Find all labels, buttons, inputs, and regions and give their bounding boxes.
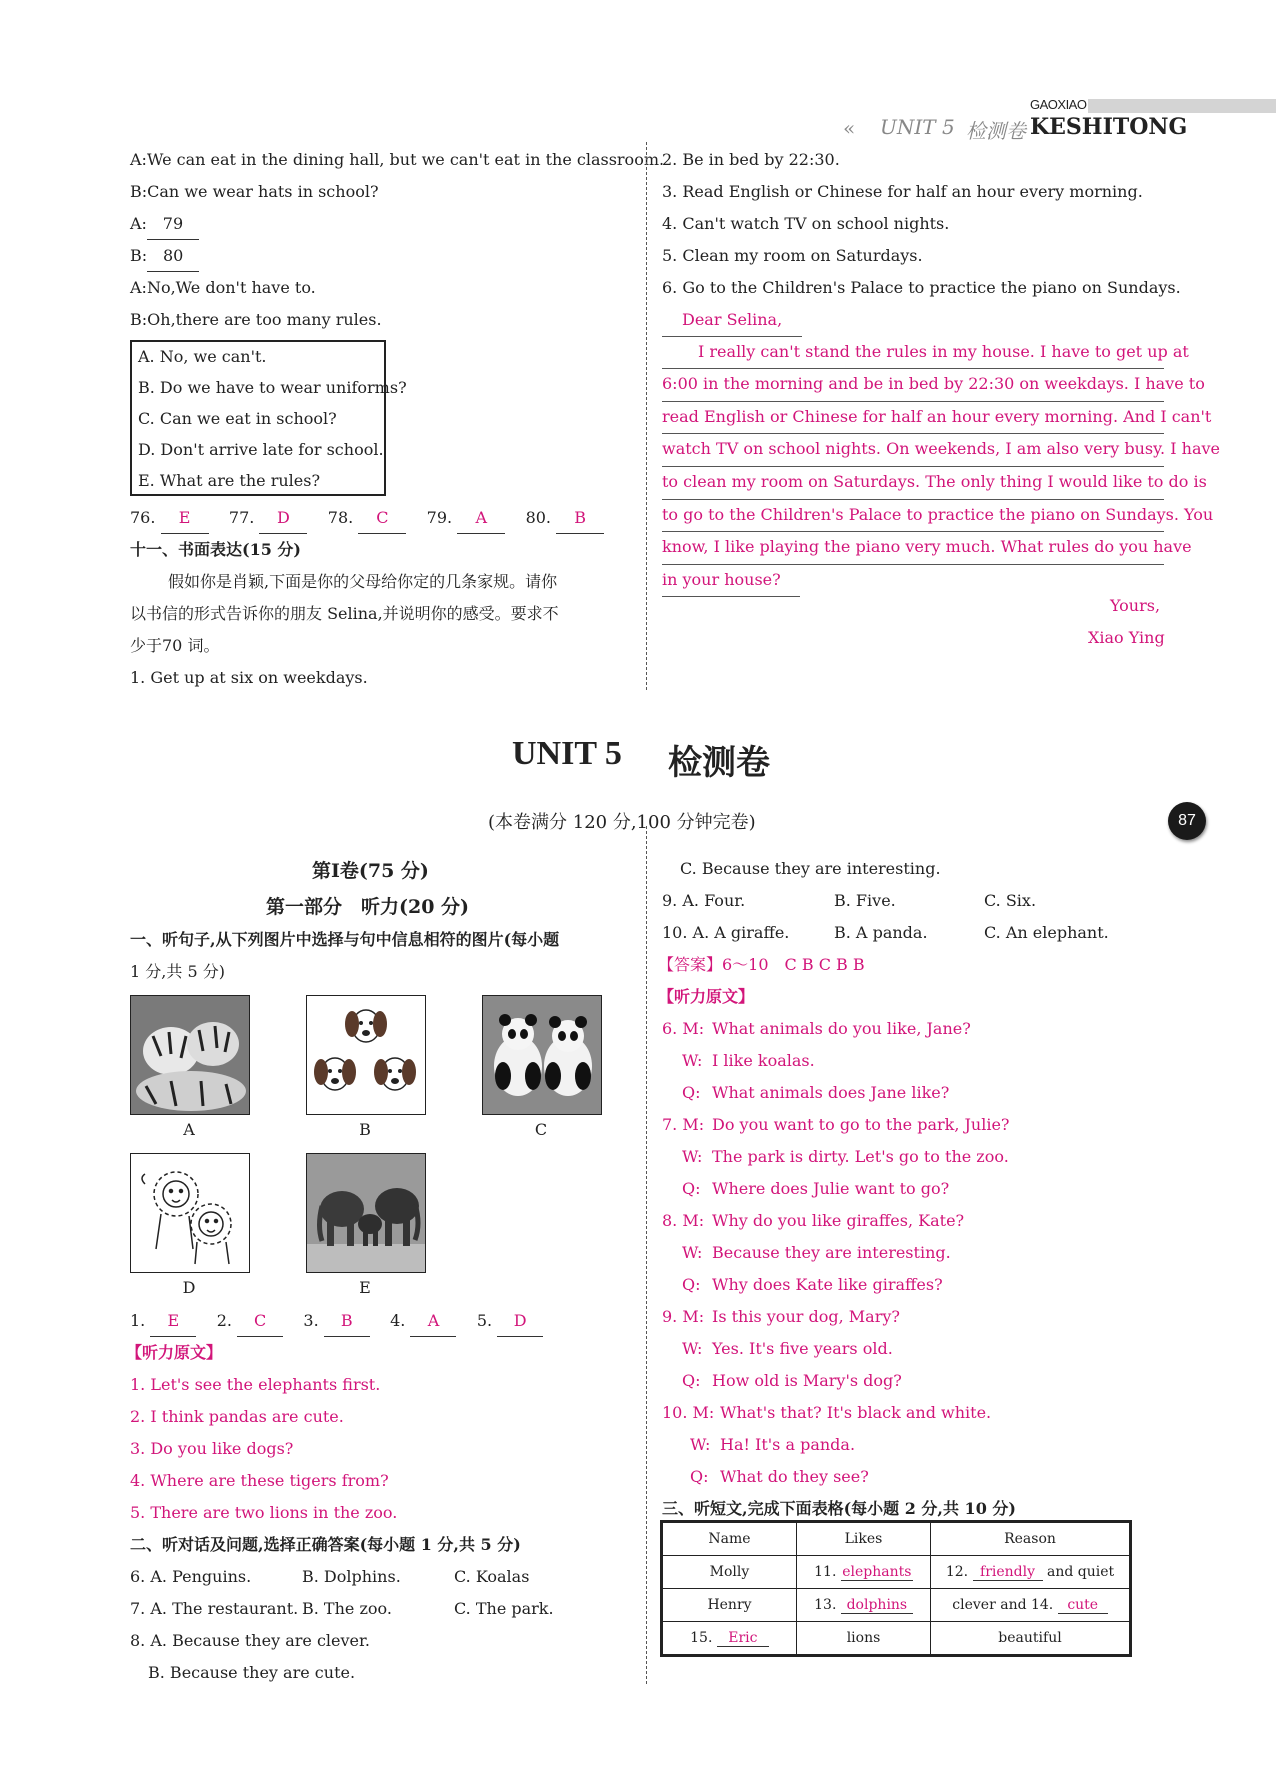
essay-line: read English or Chinese for half an hour every morning. And I can't [662, 402, 1164, 435]
script-5: 5. There are two lions in the zoo. [130, 1503, 398, 1522]
blank-label: A: [130, 214, 147, 233]
answer-2: C [237, 1306, 283, 1337]
page-title-unit: UNIT 5 [512, 735, 622, 772]
dialogue-text: What do they see? [720, 1467, 869, 1486]
column-divider-bottom [646, 826, 647, 1684]
table-cell [663, 1622, 797, 1655]
blank-label: B: [130, 246, 148, 265]
table-cell [797, 1589, 931, 1622]
option-b: B. Do we have to wear uniforms? [138, 378, 407, 397]
rule-2: 2. Be in bed by 22:30. [662, 150, 840, 169]
cell-num: 12. [945, 1563, 969, 1580]
table-cell: Henry [663, 1589, 797, 1622]
essay-line: know, I like playing the piano very much. What rules do you have [662, 532, 1164, 565]
table-row [663, 1556, 1130, 1589]
dialogue-text: Why does Kate like giraffes? [712, 1275, 943, 1294]
answer-5: D [497, 1306, 543, 1337]
table-header: Name [663, 1523, 797, 1556]
answer-line-6-10: 【答案】6～10 C B C B B [658, 955, 865, 974]
blank-79: 79 [147, 209, 199, 240]
table-cell: lions [797, 1622, 931, 1655]
animals-table [660, 1520, 1132, 1657]
dog-picture [306, 995, 426, 1115]
picture-label-c: C [534, 1120, 548, 1139]
panda-picture [482, 995, 602, 1115]
cell-tail: and quiet [1047, 1563, 1115, 1580]
page-subtitle: (本卷满分 120 分,100 分钟完卷) [488, 812, 756, 833]
table-header: Likes [797, 1523, 931, 1556]
script-1: 1. Let's see the elephants first. [130, 1375, 381, 1394]
answer-77: D [259, 503, 307, 534]
answer-num: 78. [327, 508, 354, 527]
q9-a: 9. A. Four. [662, 891, 746, 910]
answer-76: E [161, 503, 209, 534]
options-box [130, 340, 407, 496]
dialog-line-3: A:No,We don't have to. [130, 278, 316, 297]
q9-b: B. Five. [834, 891, 896, 910]
table-cell [931, 1589, 1130, 1622]
header-brand: KESHITONG [1030, 114, 1188, 140]
dialogue-text: What animals do you like, Jane? [712, 1019, 971, 1038]
dialog-blank-80 [130, 241, 199, 271]
page-number: 87 [1178, 812, 1196, 829]
option-a: A. No, we can't. [138, 347, 267, 366]
header-gray-bar [1088, 99, 1276, 113]
picture-label-e: E [359, 1278, 371, 1297]
dialogue-text: Yes. It's five years old. [712, 1339, 893, 1358]
blank-80: 80 [147, 241, 199, 272]
answer-13: dolphins [841, 1597, 913, 1614]
table-cell [797, 1556, 931, 1589]
answers-1-5 [130, 1306, 543, 1336]
script-label-2: 【听力原文】 [658, 987, 755, 1006]
header-unit: UNIT 5 [880, 115, 955, 139]
part1-title: 第Ⅰ卷(75 分) [312, 860, 429, 882]
table-cell [931, 1556, 1130, 1589]
answer-80: B [556, 503, 604, 534]
dialogue-speaker: 7. M: [662, 1115, 705, 1134]
essay-line: to go to the Children's Palace to practice the piano on Sundays. You [662, 500, 1164, 533]
essay-line: in your house? [662, 565, 800, 598]
answer-1: E [150, 1306, 196, 1337]
dialogue-speaker: W: [690, 1435, 711, 1454]
script-4: 4. Where are these tigers from? [130, 1471, 389, 1490]
dialog-line-4: B:Oh,there are too many rules. [130, 310, 382, 329]
rule-5: 5. Clean my room on Saturdays. [662, 246, 923, 265]
dialogue-text: How old is Mary's dog? [712, 1371, 902, 1390]
option-e: E. What are the rules? [138, 471, 321, 490]
answers-76-80 [130, 503, 604, 533]
answer-78: C [358, 503, 406, 534]
sec2-title: 二、听对话及问题,选择正确答案(每小题 1 分,共 5 分) [130, 1535, 521, 1554]
dialog-line-1: A:We can eat in the dining hall, but we can't eat in the classroom. [130, 150, 665, 169]
page-title-name: 检测卷 [668, 743, 770, 783]
tiger-picture [130, 995, 250, 1115]
header-chevron-icon: « [843, 116, 856, 140]
header-jiance: 检测卷 [966, 119, 1026, 143]
answer-num: 2. [216, 1311, 232, 1330]
essay-line: Dear Selina, [662, 305, 802, 337]
q7-c: C. The park. [454, 1599, 554, 1618]
section11-text-3: 少于70 词。 [130, 636, 220, 655]
answer-num: 77. [228, 508, 255, 527]
rule-3: 3. Read English or Chinese for half an hour every morning. [662, 182, 1143, 201]
dialogue-text: What animals does Jane like? [712, 1083, 950, 1102]
section11-text-2: 以书信的形式告诉你的朋友 Selina,并说明你的感受。要求不 [130, 604, 559, 623]
dialogue-speaker: Q: [682, 1179, 701, 1198]
q8-b: B. Because they are cute. [148, 1663, 356, 1682]
elephant-picture [306, 1153, 426, 1273]
dialog-line-2: B:Can we wear hats in school? [130, 182, 379, 201]
option-d: D. Don't arrive late for school. [138, 440, 384, 459]
section11-title: 十一、书面表达(15 分) [130, 540, 301, 559]
answer-4: A [410, 1306, 456, 1337]
essay-line: I really can't stand the rules in my house. I have to get up at [662, 337, 1164, 370]
sec1-title-2: 1 分,共 5 分) [130, 962, 225, 981]
lion-picture [130, 1153, 250, 1273]
q9-c: C. Six. [984, 891, 1037, 910]
dialogue-speaker: 6. M: [662, 1019, 705, 1038]
essay-signature: Xiao Ying [1088, 628, 1165, 647]
dialogue-speaker: Q: [682, 1371, 701, 1390]
essay-answer [662, 305, 1220, 597]
dialogue-text: Ha! It's a panda. [720, 1435, 856, 1454]
script-label-1: 【听力原文】 [126, 1343, 223, 1362]
dialogue-speaker: 9. M: [662, 1307, 705, 1326]
answer-3: B [324, 1306, 370, 1337]
table-row [663, 1589, 1130, 1622]
page-number-badge [1168, 802, 1206, 840]
dialogue-text: I like koalas. [712, 1051, 815, 1070]
dialogue-text: Why do you like giraffes, Kate? [712, 1211, 965, 1230]
table-cell: beautiful [931, 1622, 1130, 1655]
answer-num: 1. [130, 1311, 146, 1330]
cell-head: clever and 14. [952, 1596, 1054, 1613]
table-row [663, 1622, 1130, 1655]
dialogue-text: Is this your dog, Mary? [712, 1307, 900, 1326]
script-3: 3. Do you like dogs? [130, 1439, 294, 1458]
q10-b: B. A panda. [834, 923, 928, 942]
essay-closing: Yours, [1110, 596, 1161, 615]
q6-c: C. Koalas [454, 1567, 530, 1586]
picture-label-d: D [182, 1278, 196, 1297]
q8-a: 8. A. Because they are clever. [130, 1631, 370, 1650]
dialogue-speaker: W: [682, 1051, 703, 1070]
header-gaoxiao: GAOXIAO [1030, 97, 1087, 112]
sec3-title: 三、听短文,完成下面表格(每小题 2 分,共 10 分) [662, 1499, 1016, 1518]
dialogue-speaker: 10. M: [662, 1403, 715, 1422]
dialogue-speaker: Q: [690, 1467, 709, 1486]
cell-num: 11. [814, 1563, 837, 1580]
essay-line: 6:00 in the morning and be in bed by 22:30 on weekdays. I have to [662, 369, 1164, 402]
dialogue-text: Do you want to go to the park, Julie? [712, 1115, 1010, 1134]
essay-line: to clean my room on Saturdays. The only thing I would like to do is [662, 467, 1164, 500]
dialogue-speaker: W: [682, 1243, 703, 1262]
script-2: 2. I think pandas are cute. [130, 1407, 344, 1426]
answer-num: 76. [130, 508, 156, 527]
answer-num: 4. [390, 1311, 406, 1330]
cell-num: 13. [814, 1596, 837, 1613]
essay-line: watch TV on school nights. On weekends, I am also very busy. I have [662, 434, 1164, 467]
dialogue-speaker: W: [682, 1147, 703, 1166]
picture-label-a: A [183, 1120, 195, 1139]
answer-num: 79. [426, 508, 453, 527]
rule-1: 1. Get up at six on weekdays. [130, 668, 368, 687]
dialogue-speaker: Q: [682, 1275, 701, 1294]
table-row [663, 1523, 1130, 1556]
table-cell: Molly [663, 1556, 797, 1589]
table-header: Reason [931, 1523, 1130, 1556]
dialogue-text: Because they are interesting. [712, 1243, 951, 1262]
answer-num: 5. [476, 1311, 493, 1330]
column-divider-top [646, 142, 647, 690]
dialog-blank-79 [130, 209, 199, 239]
dialogue-speaker: W: [682, 1339, 703, 1358]
rule-4: 4. Can't watch TV on school nights. [662, 214, 950, 233]
q6-a: 6. A. Penguins. [130, 1567, 252, 1586]
answer-79: A [457, 503, 505, 534]
sec1-title: 一、听句子,从下列图片中选择与句中信息相符的图片(每小题 [130, 930, 560, 949]
answer-num: 80. [525, 508, 552, 527]
q8-c: C. Because they are interesting. [680, 859, 941, 878]
answer-14: cute [1058, 1597, 1108, 1614]
q7-b: B. The zoo. [302, 1599, 392, 1618]
dialogue-speaker: Q: [682, 1083, 701, 1102]
answer-15: Eric [717, 1630, 769, 1647]
q6-b: B. Dolphins. [302, 1567, 401, 1586]
dialogue-text: The park is dirty. Let's go to the zoo. [712, 1147, 1009, 1166]
dialogue-speaker: 8. M: [662, 1211, 705, 1230]
answer-num: 3. [303, 1311, 319, 1330]
q10-c: C. An elephant. [984, 923, 1109, 942]
option-c: C. Can we eat in school? [138, 409, 337, 428]
rule-6: 6. Go to the Children's Palace to practice the piano on Sundays. [662, 278, 1181, 297]
dialogue-text: Where does Julie want to go? [712, 1179, 950, 1198]
q10-a: 10. A. A giraffe. [662, 923, 790, 942]
answer-12: friendly [973, 1564, 1043, 1581]
dialogue-text: What's that? It's black and white. [720, 1403, 992, 1422]
cell-num: 15. [690, 1629, 713, 1646]
answer-11: elephants [842, 1563, 912, 1580]
picture-label-b: B [359, 1120, 371, 1139]
part1-subtitle: 第一部分 听力(20 分) [266, 896, 470, 918]
q7-a: 7. A. The restaurant. [130, 1599, 299, 1618]
section11-text-1: 假如你是肖颖,下面是你的父母给你定的几条家规。请你 [168, 572, 558, 591]
